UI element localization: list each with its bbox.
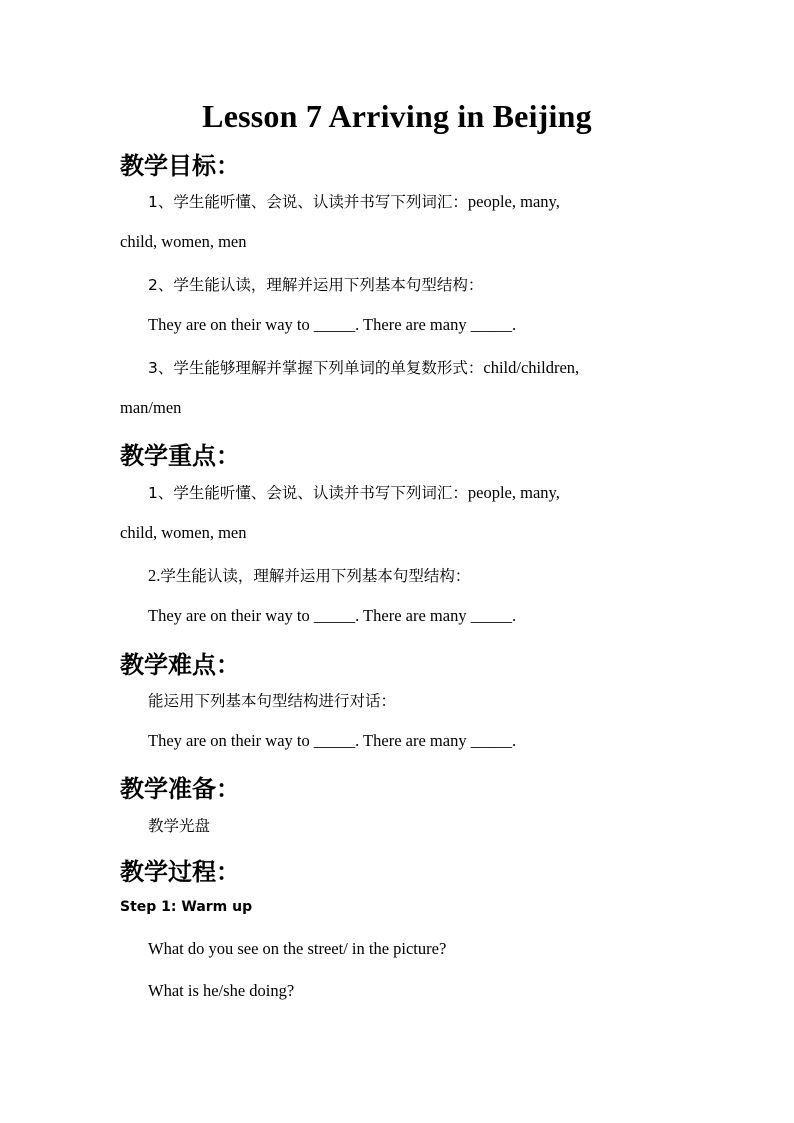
key-points-item-2-sentence: They are on their way to _____. There are many _____. xyxy=(148,606,517,625)
objectives-item-3 xyxy=(148,356,579,378)
objectives-item-1-words: people, many, xyxy=(467,192,560,211)
objectives-heading: 教学目标： xyxy=(120,152,240,180)
objectives-item-3-cont: man/men xyxy=(120,398,182,417)
key-points-item-1-text: 1、学生能听懂、会说、认读并书写下列词汇： xyxy=(148,484,468,502)
objectives-item-2: 2、学生能认读，理解并运用下列基本句型结构： xyxy=(148,276,484,294)
objectives-item-1-text: 1、学生能听懂、会说、认读并书写下列词汇： xyxy=(148,193,468,211)
process-question-2: What is he/she doing? xyxy=(148,981,295,1000)
lesson-title: Lesson 7 Arriving in Beijing xyxy=(202,98,592,134)
process-heading: 教学过程： xyxy=(120,858,240,886)
key-points-heading: 教学重点： xyxy=(120,442,240,470)
key-points-item-2 xyxy=(148,564,470,586)
objectives-item-2-sentence: They are on their way to _____. There are many _____. xyxy=(148,315,517,334)
step-1-title: Step 1: Warm up xyxy=(120,899,253,915)
objectives-item-3-text: 3、学生能够理解并掌握下列单词的单复数形式： xyxy=(148,359,484,377)
objectives-item-1-cont: child, women, men xyxy=(120,232,247,251)
key-points-item-2-text: 学生能认读，理解并运用下列基本句型结构： xyxy=(160,567,471,585)
key-points-item-1 xyxy=(148,481,560,503)
key-points-item-1-cont: child, women, men xyxy=(120,523,247,542)
preparation-heading: 教学准备： xyxy=(120,775,240,803)
preparation-line-1: 教学光盘 xyxy=(148,817,211,835)
key-points-item-1-words: people, many, xyxy=(467,483,560,502)
difficulties-sentence: They are on their way to _____. There are many _____. xyxy=(148,731,517,750)
difficulties-heading: 教学难点： xyxy=(120,651,240,679)
process-question-1: What do you see on the street/ in the picture? xyxy=(148,939,447,958)
difficulties-line-1: 能运用下列基本句型结构进行对话： xyxy=(148,692,397,710)
key-points-item-2-num: 2. xyxy=(148,566,161,585)
objectives-item-1 xyxy=(148,190,560,212)
objectives-item-3-words: child/children, xyxy=(483,358,580,377)
